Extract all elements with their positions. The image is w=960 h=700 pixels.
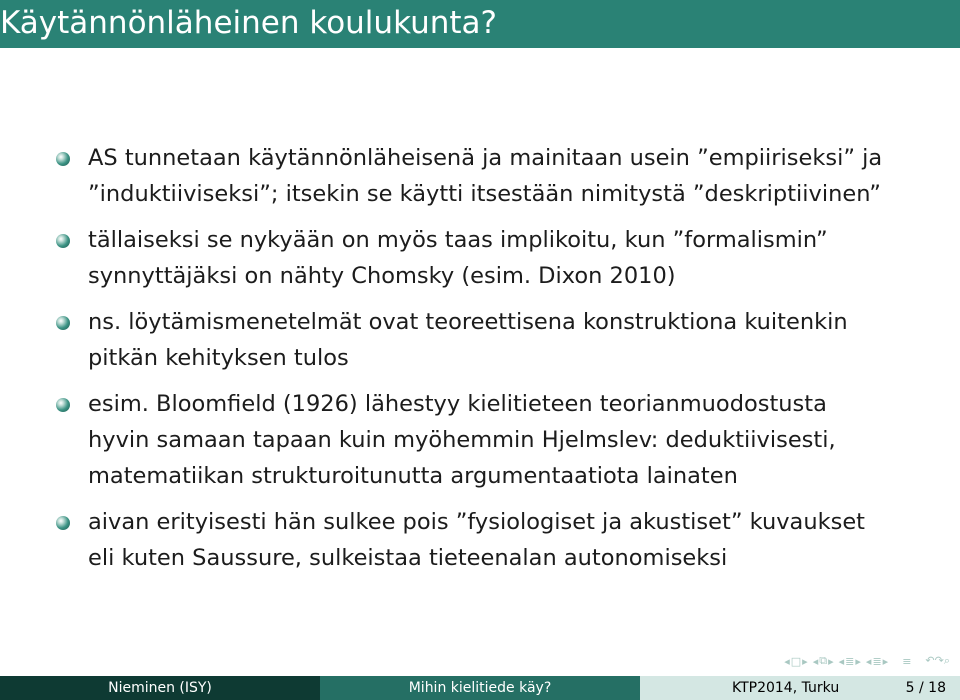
nav-next-section-icon[interactable]: ▸	[882, 654, 889, 668]
nav-next-subsection-icon[interactable]: ▸	[855, 654, 861, 668]
nav-prev-section-icon[interactable]: ◂	[865, 654, 872, 668]
bullet-item	[56, 304, 936, 376]
bullet-text-line: ”induktiiviseksi”; itsekin se käytti itsestään nimitystä ”deskriptiivinen”	[88, 181, 881, 207]
footer-event-section	[640, 676, 960, 700]
bullet-ball-icon	[56, 234, 70, 248]
bullet-item	[56, 386, 936, 494]
footer-talk-title: Mihin kielitiede käy?	[320, 676, 640, 700]
bullet-item	[56, 222, 936, 294]
nav-align-icon[interactable]: ≡	[902, 654, 912, 668]
bullet-text-line: tällaiseksi se nykyään on myös taas implikoitu, kun ”formalismin”	[88, 227, 828, 253]
bullet-item	[56, 140, 936, 212]
slide-title: Käytännönläheinen koulukunta?	[0, 5, 497, 41]
nav-prev-slide-icon[interactable]: ◂	[784, 654, 790, 668]
nav-prev-subsection-icon[interactable]: ◂	[838, 654, 845, 668]
nav-section-icon: ≣	[872, 654, 882, 668]
footer-page-number: 5 / 18	[905, 680, 946, 696]
title-bar	[0, 0, 960, 48]
footer-bar	[0, 676, 960, 700]
footer-event: KTP2014, Turku	[732, 680, 840, 696]
bullet-text-line: aivan erityisesti hän sulkee pois ”fysiologiset ja akustiset” kuvaukset	[88, 509, 866, 535]
nav-prev-frame-icon[interactable]: ◂	[812, 654, 819, 668]
bullet-item	[56, 504, 936, 576]
bullet-text-line: matematiikan strukturoitunutta argumentaatiota lainaten	[88, 463, 738, 489]
bullet-text-line: synnyttäjäksi on nähty Chomsky (esim. Dixon 2010)	[88, 263, 676, 289]
bullet-text-line: esim. Bloomfield (1926) lähestyy kielitieteen teorianmuodostusta	[88, 391, 827, 417]
bullet-text-line: hyvin samaan tapaan kuin myöhemmin Hjelmslev: deduktiivisesti,	[88, 427, 836, 453]
footer-author: Nieminen (ISY)	[0, 676, 320, 700]
bullet-ball-icon	[56, 398, 70, 412]
bullet-text-line: AS tunnetaan käytännönläheisenä ja mainitaan usein ”empiiriseksi” ja	[88, 145, 883, 171]
bullet-text-line: eli kuten Saussure, sulkeistaa tieteenalan autonomiseksi	[88, 545, 728, 571]
bullet-ball-icon	[56, 516, 70, 530]
nav-frame-icon: ⧉	[819, 654, 828, 667]
bullet-list	[56, 140, 936, 586]
bullet-ball-icon	[56, 152, 70, 166]
bullet-ball-icon	[56, 316, 70, 330]
bullet-text-line: ns. löytämismenetelmät ovat teoreettisena konstruktiona kuitenkin	[88, 309, 848, 335]
beamer-navigation	[620, 652, 950, 670]
bullet-text-line: pitkän kehityksen tulos	[88, 345, 349, 371]
nav-subsection-icon: ≣	[845, 654, 855, 668]
nav-search-icon[interactable]: ↶↷⌕	[925, 654, 950, 667]
nav-slide-icon: □	[790, 654, 802, 668]
nav-next-frame-icon[interactable]: ▸	[828, 654, 834, 668]
nav-next-slide-icon[interactable]: ▸	[802, 654, 808, 668]
